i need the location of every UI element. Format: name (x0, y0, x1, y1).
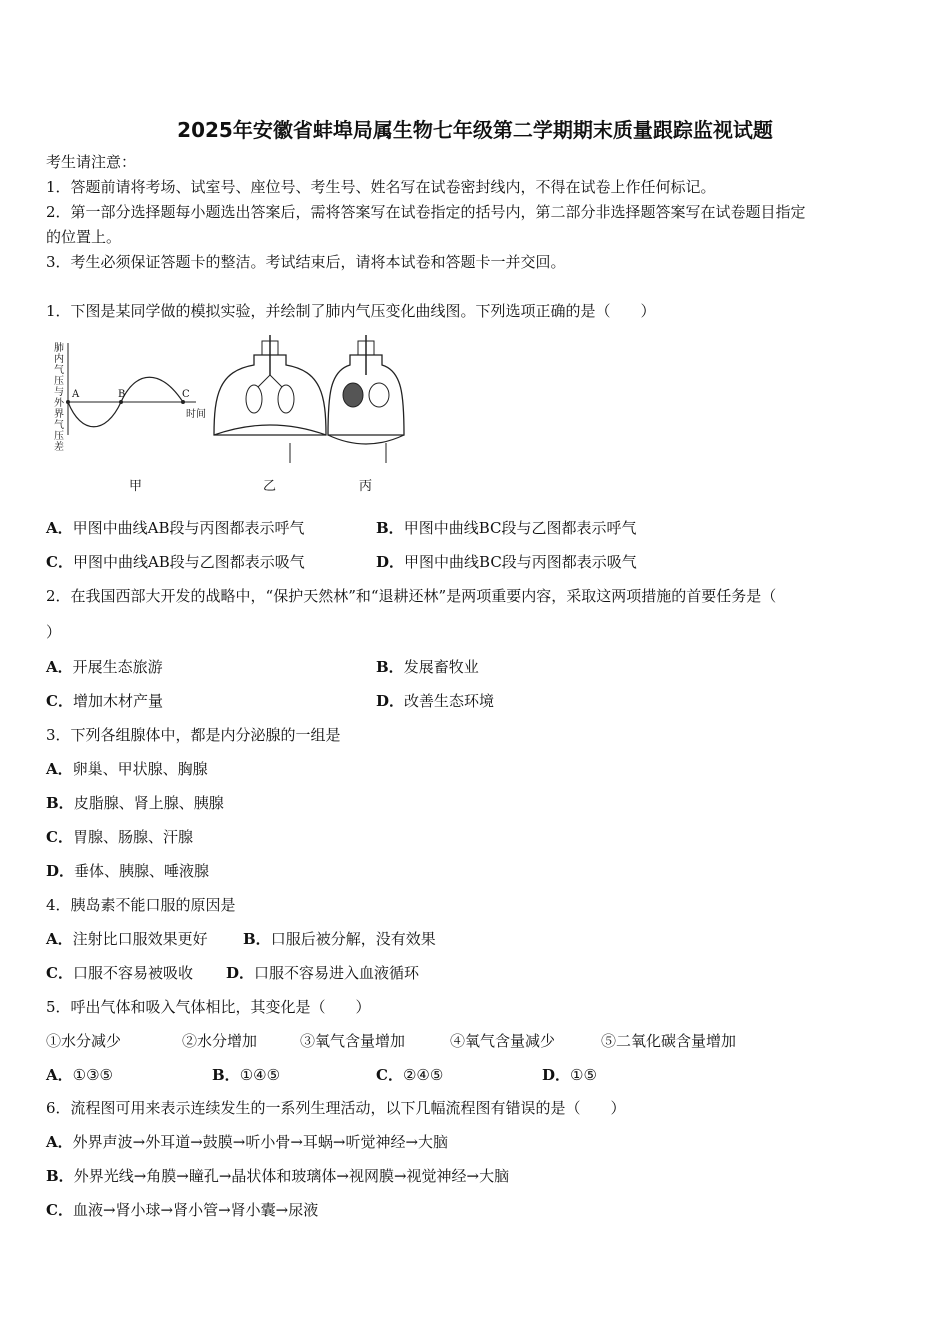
option-text: ①⑤ (570, 1066, 597, 1084)
notice-item: 2．第一部分选择题每小题选出答案后，需将答案写在试卷指定的括号内，第二部分非选择题答案写在试卷题目指定 (46, 203, 806, 221)
notice-item: 1．答题前请将考场、试室号、座位号、考生号、姓名写在试卷密封线内，不得在试卷上作任何标记。 (46, 178, 716, 196)
question-stem: 4．胰岛素不能口服的原因是 (46, 896, 236, 914)
option-text: 增加木材产量 (72, 692, 163, 710)
option-label: D． (46, 862, 75, 880)
option-a[interactable] (46, 759, 208, 779)
statement-choice: ⑤二氧化碳含量增加 (601, 1032, 737, 1050)
x-axis-label: 时间 (186, 409, 206, 420)
option-text: 甲图中曲线BC段与丙图都表示吸气 (404, 553, 637, 571)
figure-svg (46, 335, 406, 495)
option-b[interactable] (243, 929, 436, 949)
option-d[interactable] (376, 691, 494, 711)
option-label: D． (542, 1066, 571, 1084)
option-text: 开展生态旅游 (72, 658, 163, 676)
option-c[interactable] (376, 1065, 443, 1085)
option-label: B． (212, 1066, 240, 1084)
option-text: 注射比口服效果更好 (72, 930, 208, 948)
option-label: B． (46, 794, 74, 812)
option-label: A． (46, 760, 73, 778)
option-text: 发展畜牧业 (403, 658, 479, 676)
lung-experiment-figure (46, 335, 406, 495)
option-text: ①④⑤ (239, 1066, 281, 1084)
option-label: A． (46, 930, 73, 948)
option-c[interactable] (46, 552, 305, 572)
option-c[interactable] (46, 1200, 318, 1220)
option-c[interactable] (46, 691, 163, 711)
rubber-membrane (214, 425, 326, 435)
bell-jar-bing (328, 335, 404, 463)
option-b[interactable] (376, 657, 479, 677)
lung-balloon-left (246, 385, 262, 413)
option-label: A． (46, 1133, 73, 1151)
option-text: ①③⑤ (72, 1066, 113, 1084)
bronchus-left (258, 375, 270, 387)
point-a-label: A (72, 389, 80, 400)
caption-yi: 乙 (263, 479, 277, 494)
option-label: D． (226, 964, 255, 982)
option-label: B． (243, 930, 271, 948)
option-b[interactable] (46, 793, 224, 813)
option-label: A． (46, 1066, 73, 1084)
option-text: 口服不容易进入血液循环 (254, 964, 420, 982)
point-b-label: B (118, 389, 126, 400)
option-text: 甲图中曲线AB段与乙图都表示吸气 (72, 553, 305, 571)
option-a[interactable] (46, 929, 208, 949)
option-text: 甲图中曲线BC段与乙图都表示呼气 (403, 519, 637, 537)
question-stem: 5．呼出气体和吸入气体相比，其变化是（ ） (46, 998, 371, 1016)
option-label: A． (46, 658, 73, 676)
option-text: 胃腺、肠腺、汗腺 (72, 828, 193, 846)
option-b[interactable] (376, 518, 636, 538)
caption-bing: 丙 (359, 479, 373, 494)
point-c-label: C (182, 389, 190, 400)
pressure-curve-chart (66, 343, 196, 435)
y-axis-label: 肺内气压与外界气压差 (54, 343, 64, 453)
notice-item: 的位置上。 (46, 228, 122, 246)
option-d[interactable] (226, 963, 419, 983)
option-label: D． (376, 692, 405, 710)
bronchus-right (270, 375, 282, 387)
option-text: ②④⑤ (402, 1066, 444, 1084)
option-d[interactable] (376, 552, 637, 572)
question-stem: 3．下列各组腺体中，都是内分泌腺的一组是 (46, 726, 341, 744)
option-label: C． (46, 553, 73, 571)
option-text: 改善生态环境 (404, 692, 495, 710)
option-text: 外界光线→角膜→瞳孔→晶状体和玻璃体→视网膜→视觉神经→大脑 (73, 1167, 510, 1185)
option-text: 皮脂腺、肾上腺、胰腺 (73, 794, 224, 812)
option-a[interactable] (46, 1065, 113, 1085)
option-b[interactable] (212, 1065, 280, 1085)
point-b-marker (119, 400, 123, 404)
option-text: 血液→肾小球→肾小管→肾小囊→尿液 (72, 1201, 319, 1219)
bell-jar-yi (214, 335, 326, 463)
option-text: 甲图中曲线AB段与丙图都表示呼气 (72, 519, 305, 537)
lung-balloon-right (278, 385, 294, 413)
option-text: 卵巢、甲状腺、胸腺 (72, 760, 208, 778)
option-label: B． (376, 658, 404, 676)
option-text: 口服不容易被吸收 (72, 964, 193, 982)
notice-item: 3．考生必须保证答题卡的整洁。考试结束后，请将本试卷和答题卡一并交回。 (46, 253, 566, 271)
option-label: B． (376, 519, 404, 537)
option-text: 口服后被分解，没有效果 (270, 930, 436, 948)
option-label: C． (46, 828, 73, 846)
option-a[interactable] (46, 657, 163, 677)
option-a[interactable] (46, 518, 305, 538)
option-label: D． (376, 553, 405, 571)
option-c[interactable] (46, 963, 193, 983)
option-label: A． (46, 519, 73, 537)
page-title: 2025年安徽省蚌埠局属生物七年级第二学期期末质量跟踪监视试题 (177, 118, 773, 142)
option-label: C． (46, 964, 73, 982)
rubber-membrane (328, 435, 404, 444)
statement-choice: ①水分减少 (46, 1032, 122, 1050)
option-text: 垂体、胰腺、唾液腺 (74, 862, 210, 880)
question-stem: 6．流程图可用来表示连续发生的一系列生理活动，以下几幅流程图有错误的是（ ） (46, 1099, 626, 1117)
statement-choice: ②水分增加 (182, 1032, 258, 1050)
point-a-marker (66, 400, 70, 404)
option-b[interactable] (46, 1166, 509, 1186)
option-a[interactable] (46, 1132, 448, 1152)
option-label: C． (376, 1066, 403, 1084)
statement-choice: ③氧气含量增加 (300, 1032, 406, 1050)
notice-heading: 考生请注意： (46, 153, 137, 171)
lung-balloon-right (369, 383, 389, 407)
option-d[interactable] (46, 861, 209, 881)
question-stem: 2．在我国西部大开发的战略中，“保护天然林”和“退耕还林”是两项重要内容，采取这两项措施的首要任务是（ (46, 587, 777, 605)
option-label: C． (46, 1201, 73, 1219)
point-c-marker (181, 400, 185, 404)
statement-choice: ④氧气含量减少 (450, 1032, 556, 1050)
option-label: B． (46, 1167, 74, 1185)
option-label: C． (46, 692, 73, 710)
option-c[interactable] (46, 827, 193, 847)
caption-jia: 甲 (129, 479, 143, 494)
question-stem-continued: ） (46, 623, 62, 641)
lung-balloon-left (343, 383, 363, 407)
option-d[interactable] (542, 1065, 597, 1085)
question-stem: 1．下图是某同学做的模拟实验，并绘制了肺内气压变化曲线图。下列选项正确的是（ ） (46, 302, 656, 320)
option-text: 外界声波→外耳道→鼓膜→听小骨→耳蜗→听觉神经→大脑 (72, 1133, 449, 1151)
